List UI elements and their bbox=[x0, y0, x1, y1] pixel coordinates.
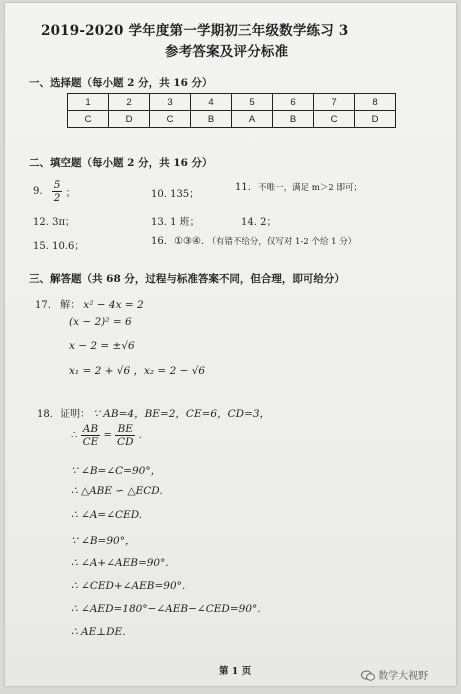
q18-line-3: ∵ ∠B=∠C=90°， bbox=[71, 465, 162, 477]
q18-line-8: ∴ ∠CED+∠AEB=90°. bbox=[71, 580, 186, 592]
section3-heading: 三、解答题（共 68 分，过程与标准答案不同，但合理，即可给分） bbox=[29, 273, 345, 285]
document-title: 2019-2020 学年度第一学期初三年级数学练习 3 bbox=[41, 23, 349, 39]
document-subtitle: 参考答案及评分标准 bbox=[165, 44, 289, 60]
q18-therefore: ∴ bbox=[71, 430, 78, 441]
table-cell: C bbox=[314, 111, 355, 128]
q18-line-6: ∵ ∠B=90°， bbox=[71, 535, 136, 547]
q18-label: 证明： bbox=[60, 409, 91, 420]
q9-denominator: 2 bbox=[53, 192, 61, 204]
q18-line-1: ∵ AB=4，BE=2，CE=6，CD=3， bbox=[93, 408, 271, 420]
q18-fraction-2 bbox=[115, 423, 135, 448]
answer-table-answer-row bbox=[68, 111, 396, 128]
table-cell: A bbox=[232, 111, 273, 128]
table-cell: 2 bbox=[109, 94, 150, 111]
q12: 12. 3π； bbox=[33, 217, 76, 228]
q9-numerator: 5 bbox=[53, 179, 61, 191]
q18-line-2 bbox=[71, 423, 142, 448]
table-cell: 1 bbox=[68, 94, 109, 111]
table-cell: 4 bbox=[191, 94, 232, 111]
table-cell: 6 bbox=[273, 94, 314, 111]
table-cell: D bbox=[109, 111, 150, 128]
q18-fraction-1 bbox=[81, 423, 101, 448]
table-cell: C bbox=[150, 111, 191, 128]
q17-header bbox=[35, 296, 144, 311]
q11-number: 11. bbox=[235, 182, 251, 193]
q18-equals: = bbox=[103, 430, 112, 441]
q18-line-10: ∴ AE⊥DE. bbox=[71, 626, 126, 638]
q17-line-2: (x − 2)² = 6 bbox=[69, 316, 132, 328]
q18-line-5: ∴ ∠A=∠CED. bbox=[71, 509, 143, 521]
table-cell: 7 bbox=[314, 94, 355, 111]
table-cell: 3 bbox=[150, 94, 191, 111]
table-cell: C bbox=[68, 111, 109, 128]
q18-line-4: ∴ △ABE ∽ △ECD. bbox=[71, 485, 163, 497]
page-number: 第 1 页 bbox=[219, 666, 252, 677]
q10: 10. 135； bbox=[151, 189, 200, 200]
q18-fraction-1-denominator: CE bbox=[82, 436, 99, 448]
watermark-text: 数学大视野 bbox=[378, 671, 429, 682]
q9-separator: ； bbox=[65, 188, 76, 199]
q17-line-1: x² − 4x = 2 bbox=[83, 299, 144, 311]
q18-line-9: ∴ ∠AED=180°−∠AEB−∠CED=90°. bbox=[71, 603, 261, 615]
chat-bubble-icon bbox=[361, 670, 375, 682]
q18-period: . bbox=[138, 430, 142, 441]
q17-line-3: x − 2 = ±√6 bbox=[69, 340, 135, 352]
q17-line-4: x₁ = 2 + √6 ，x₂ = 2 − √6 bbox=[69, 365, 206, 377]
q15: 15. 10.6； bbox=[33, 241, 85, 252]
q18-fraction-2-numerator: BE bbox=[115, 423, 135, 436]
table-cell: 5 bbox=[232, 94, 273, 111]
q14: 14. 2； bbox=[241, 217, 277, 228]
q16-answer: ①③④. bbox=[174, 236, 205, 247]
q18-header bbox=[37, 405, 270, 421]
answer-table-number-row bbox=[68, 94, 396, 111]
q9-fraction bbox=[52, 179, 63, 204]
q13: 13. 1 班； bbox=[151, 217, 200, 228]
q18-fraction-2-denominator: CD bbox=[117, 436, 134, 448]
q18-fraction-1-numerator: AB bbox=[81, 423, 101, 436]
q16-note: （有错不给分，仅写对 1-2 个给 1 分） bbox=[207, 237, 357, 247]
section1-heading: 一、选择题（每小题 2 分，共 16 分） bbox=[29, 77, 213, 89]
watermark bbox=[361, 667, 428, 682]
q17-label: 解： bbox=[60, 300, 81, 311]
q17-number: 17. bbox=[35, 300, 51, 311]
answer-table bbox=[67, 93, 396, 128]
table-cell: B bbox=[191, 111, 232, 128]
q18-number: 18. bbox=[37, 409, 53, 420]
table-cell: 8 bbox=[355, 94, 396, 111]
table-cell: B bbox=[273, 111, 314, 128]
q18-line-7: ∴ ∠A+∠AEB=90°. bbox=[71, 557, 169, 569]
q9 bbox=[33, 179, 76, 204]
q9-number: 9. bbox=[33, 186, 43, 197]
q11 bbox=[235, 181, 362, 193]
q11-answer: 不唯一，满足 m＞2 即可； bbox=[258, 183, 362, 193]
section2-heading: 二、填空题（每小题 2 分，共 16 分） bbox=[29, 157, 213, 169]
q16-number: 16. bbox=[151, 236, 167, 247]
document-page bbox=[5, 3, 456, 686]
q16 bbox=[151, 235, 356, 247]
table-cell: D bbox=[355, 111, 396, 128]
